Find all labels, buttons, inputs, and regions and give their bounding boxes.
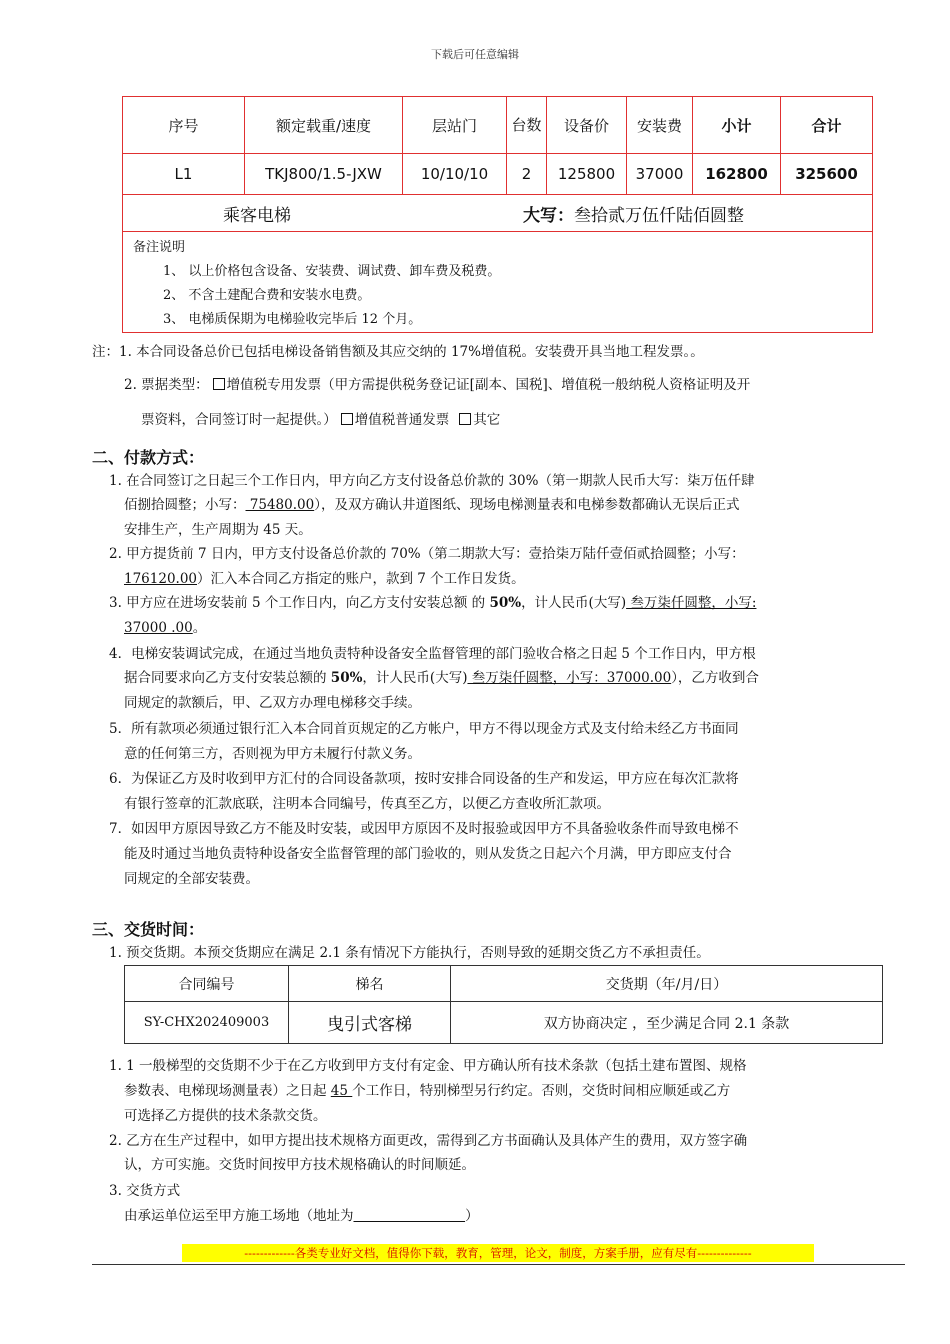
header-cell-equipment: 设备价 xyxy=(547,97,627,154)
header-cell-subtotal: 小计 xyxy=(693,97,781,154)
header-cell-qty: 台数 xyxy=(507,97,547,154)
price-summary-row xyxy=(123,195,873,232)
payment-1-line-3: 安排生产，生产周期为 45 天。 xyxy=(124,522,312,538)
invoice-type-label: 2. 票据类型： xyxy=(124,377,209,393)
amount-3-number: 37000 .00 xyxy=(124,620,193,636)
payment-2-line-1: 2. 甲方提货前 7 日内，甲方支付设备总价款的 70%（第二期款大写：壹拾柒万陆仟壹佰贰拾圆整；小写： xyxy=(109,546,745,562)
option-vat-special: 增值税专用发票（甲方需提供税务登记证[副本、国税]、增值税一般纳税人资格证明及开 xyxy=(226,377,751,393)
text: ，计人民币(大写) xyxy=(362,670,468,686)
header-delivery-date: 交货期（年/月/日） xyxy=(451,966,883,1002)
amount-4: 叁万柒仟圆整，小写：37000.00 xyxy=(467,670,672,686)
delivery-1-1-line-1: 1. 1 一般梯型的交货期不少于在乙方收到甲方支付有定金、甲方确认所有技术条款（包括土建布置图、规格 xyxy=(109,1058,747,1074)
header-cell-total: 合计 xyxy=(781,97,873,154)
remark-line-3 xyxy=(141,411,500,429)
price-table-header xyxy=(123,97,873,154)
page-header: 下载后可任意编辑 xyxy=(431,48,519,61)
checkbox-vat-normal[interactable] xyxy=(341,413,353,425)
text: 佰捌拾圆整；小写： xyxy=(124,497,246,513)
option-vat-normal: 增值税普通发票 xyxy=(354,412,450,428)
price-table xyxy=(122,96,873,333)
cell-total: 325600 xyxy=(781,154,873,195)
payment-1-line-2 xyxy=(124,496,739,514)
cell-elevator-name: 曳引式客梯 xyxy=(289,1002,451,1044)
option-other: 其它 xyxy=(473,412,501,428)
payment-7-line-1: 7．如因甲方原因导致乙方不能及时安装，或因甲方原因不及时报验或因甲方不具备验收条件而导致电梯不 xyxy=(109,821,739,837)
delivery-3-line xyxy=(124,1207,479,1225)
text: 。 xyxy=(192,620,207,636)
payment-7-line-3: 同规定的全部安装费。 xyxy=(124,871,259,887)
note-item: 3、 电梯质保期为电梯验收完毕后 12 个月。 xyxy=(163,312,422,327)
capital-amount: 叁拾贰万伍仟陆佰圆整 xyxy=(574,205,744,226)
delivery-2-line-1: 2. 乙方在生产过程中，如甲方提出技术规格方面更改，需得到乙方书面确认及具体产生的费用，双方签字确 xyxy=(109,1133,748,1149)
cell-contract-no: SY-CHX202409003 xyxy=(125,1002,289,1044)
delivery-table-row xyxy=(125,1002,883,1044)
cell-no: L1 xyxy=(123,154,245,195)
text: 个工作日，特别梯型另行约定。否则，交货时间相应顺延或乙方 xyxy=(352,1083,731,1099)
payment-2-line-2 xyxy=(124,570,525,588)
payment-4-line-2 xyxy=(124,669,759,687)
price-notes xyxy=(123,232,873,333)
payment-6-line-2: 有银行签章的汇款底联，注明本合同编号，传真至乙方，以便乙方查收所汇款项。 xyxy=(124,796,610,812)
payment-4-line-1: 4．电梯安装调试完成，在通过当地负责特种设备安全监督管理的部门验收合格之日起 5 个工作日内，甲方根 xyxy=(109,646,756,662)
text: ）汇入本合同乙方指定的账户，款到 7 个工作日发货。 xyxy=(197,571,525,587)
delivery-2-line-2: 认，方可实施。交货时间按甲方技术规格确认的时间顺延。 xyxy=(124,1157,475,1173)
payment-3-line-2 xyxy=(124,619,206,637)
footer-banner: -------------各类专业好文档，值得你下载，教育，管理，论文，制度，方案手册，应有尽有-------------- xyxy=(182,1244,814,1262)
product-name: 乘客电梯 xyxy=(223,205,291,226)
cell-install: 37000 xyxy=(627,154,693,195)
amount-3: 叁万柒仟圆整，小写: xyxy=(626,595,757,611)
delivery-3: 3. 交货方式 xyxy=(109,1183,181,1199)
payment-1-line-1: 1. 在合同签订之日起三个工作日内，甲方向乙方支付设备总价款的 30%（第一期款人民币大写：柒万伍仟肆 xyxy=(109,473,755,489)
remark-line-3-text: 票资料，合同签订时一起提供。） xyxy=(141,412,337,428)
cell-floors: 10/10/10 xyxy=(403,154,507,195)
text: 由承运单位运至甲方施工场地（地址为 xyxy=(124,1208,354,1224)
header-cell-install: 安装费 xyxy=(627,97,693,154)
address-blank[interactable] xyxy=(354,1208,466,1224)
header-elevator-name: 梯名 xyxy=(289,966,451,1002)
note-item: 1、 以上价格包含设备、安装费、调试费、卸车费及税费。 xyxy=(163,264,501,279)
payment-6-line-1: 6．为保证乙方及时收到甲方汇付的合同设备款项，按时安排合同设备的生产和发运，甲方应在每次汇款将 xyxy=(109,771,739,787)
payment-3-line-1 xyxy=(109,594,756,612)
cell-equipment: 125800 xyxy=(547,154,627,195)
delivery-1-1-line-3: 可选择乙方提供的技术条款交货。 xyxy=(124,1108,327,1124)
delivery-title: 三、交货时间： xyxy=(92,920,205,939)
cell-subtotal: 162800 xyxy=(693,154,781,195)
header-contract-no: 合同编号 xyxy=(125,966,289,1002)
note-item: 2、 不含土建配合费和安装水电费。 xyxy=(163,288,371,303)
checkbox-other[interactable] xyxy=(459,413,471,425)
payment-title: 二、付款方式： xyxy=(92,448,205,467)
text: ），及双方确认井道图纸、现场电梯测量表和电梯参数都确认无误后正式 xyxy=(314,497,740,513)
text: ，计人民币(大写) xyxy=(521,595,627,611)
percent: 50% xyxy=(330,670,363,686)
header-cell-floors: 层站门 xyxy=(403,97,507,154)
cell-spec: TKJ800/1.5-JXW xyxy=(245,154,403,195)
delivery-table-header xyxy=(125,966,883,1002)
notes-title: 备注说明 xyxy=(133,240,186,255)
price-notes-row xyxy=(123,232,873,333)
price-table-row xyxy=(123,154,873,195)
text: 参数表、电梯现场测量表）之日起 xyxy=(124,1083,331,1099)
cell-delivery-date: 双方协商决定 ，至少满足合同 2.1 条款 xyxy=(451,1002,883,1044)
delivery-1: 1. 预交货期。本预交货期应在满足 2.1 条有情况下方能执行，否则导致的延期交货乙方不承担责任。 xyxy=(109,945,710,961)
amount-1: 75480.00 xyxy=(245,497,315,513)
amount-2: 176120.00 xyxy=(124,571,198,587)
header-cell-no: 序号 xyxy=(123,97,245,154)
percent: 50% xyxy=(489,595,522,611)
checkbox-vat-special[interactable] xyxy=(213,378,225,390)
price-summary xyxy=(123,195,873,232)
payment-5-line-1: 5．所有款项必须通过银行汇入本合同首页规定的乙方帐户，甲方不得以现金方式及支付给未经乙方书面同 xyxy=(109,721,739,737)
payment-5-line-2: 意的任何第三方，否则视为甲方未履行付款义务。 xyxy=(124,746,421,762)
delivery-1-1-line-2 xyxy=(124,1082,730,1100)
header-cell-spec: 额定载重/速度 xyxy=(245,97,403,154)
capital-label: 大写： xyxy=(523,205,574,226)
remark-line-2 xyxy=(124,376,750,394)
working-days: 45 xyxy=(330,1083,353,1099)
remark-line-1: 注：1. 本合同设备总价已包括电梯设备销售额及其应交纳的 17%增值税。安装费开具当地工程发票。。 xyxy=(92,344,704,360)
footer-divider xyxy=(92,1264,905,1265)
text: ） xyxy=(465,1208,479,1224)
delivery-table xyxy=(124,965,883,1044)
text: ），乙方收到合 xyxy=(671,670,759,686)
text: 3. 甲方应在进场安装前 5 个工作日内，向乙方支付安装总额 的 xyxy=(109,595,490,611)
payment-4-line-3: 同规定的款额后，甲、乙双方办理电梯移交手续。 xyxy=(124,695,421,711)
cell-qty: 2 xyxy=(507,154,547,195)
payment-7-line-2: 能及时通过当地负责特种设备安全监督管理的部门验收的，则从发货之日起六个月满，甲方即应支付合 xyxy=(124,846,732,862)
text: 据合同要求向乙方支付安装总额的 xyxy=(124,670,331,686)
